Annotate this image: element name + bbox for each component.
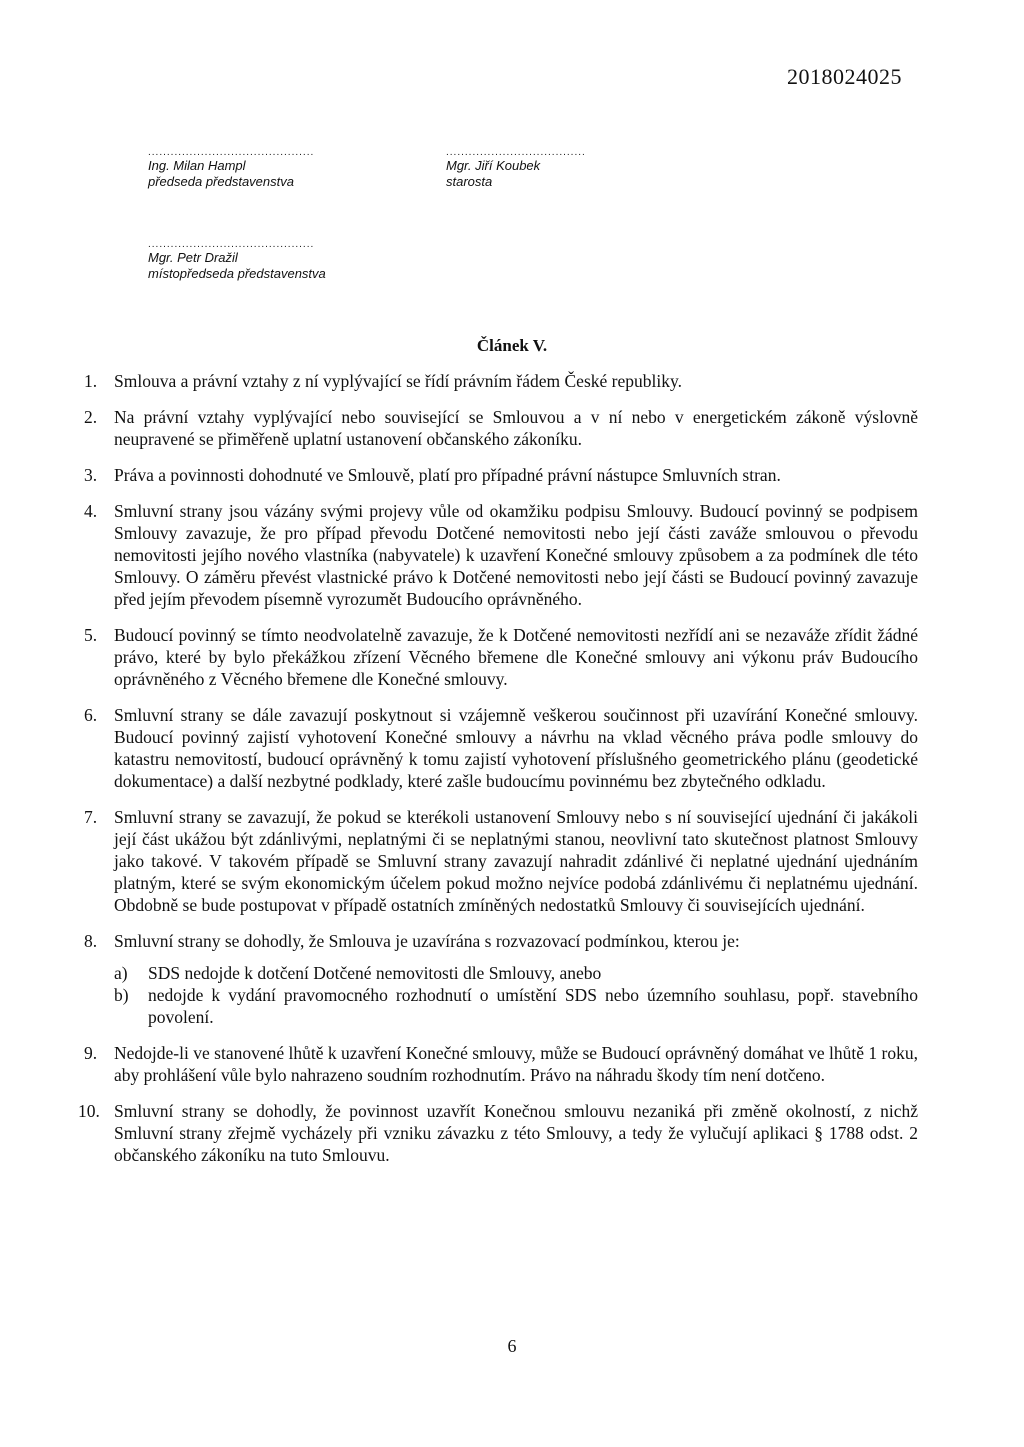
clause-2 xyxy=(86,406,918,450)
clause-text: Smluvní strany se dále zavazují poskytnout si vzájemně veškerou součinnost při uzavírání Konečné smlouvy. Budoucí povinný zajistí vyhotovení Konečné smlouvy a návrhu na vklad věcného práva podle smlouvy do katastru nemovitostí, budoucí oprávněný k tomu zajistí vyhotovení příslušného geometrického plánu (geodetické dokumentace) a další nezbytné podklady, které zašle budoucímu povinnému bez zbytečného odkladu. xyxy=(114,705,918,791)
subitem-text: SDS nedojde k dotčení Dotčené nemovitosti dle Smlouvy, anebo xyxy=(148,963,602,983)
document-number: 2018024025 xyxy=(787,64,902,89)
signatory-name: Ing. Milan Hampl xyxy=(148,158,246,173)
clause-9 xyxy=(86,1042,918,1086)
clause-4 xyxy=(86,500,918,610)
clause-10 xyxy=(78,1100,918,1166)
clause-text: Smlouva a právní vztahy z ní vyplývající se řídí právním řádem České republiky. xyxy=(114,371,682,391)
clause-7 xyxy=(86,806,918,916)
signature-line: ............................................ xyxy=(148,147,315,158)
subitem-a xyxy=(114,962,918,984)
clause-text: Smluvní strany jsou vázány svými projevy vůle od okamžiku podpisu Smlouvy. Budoucí povinný se podpisem Smlouvy zavazuje, že pro případ převodu Dotčené nemovitosti nebo její části zaváže smlouvou o převodu nemovitosti jejího nového vlastníka (nabyvatele) k uzavření Konečné smlouvy způsobem a za podmínek dle této Smlouvy. O záměru převést vlastnické právo k Dotčené nemovitosti nebo její části se Budoucí povinný zavazuje před jejím převodem písemně vyrozumět Budoucího oprávněného. xyxy=(114,501,918,609)
clause-number: 1. xyxy=(84,371,98,391)
clause-text: Na právní vztahy vyplývající nebo související se Smlouvou a v ní nebo v energetickém zákoně výslovně neupravené se přiměřeně uplatní ustanovení občanského zákoníku. xyxy=(114,407,918,449)
clause-number: 4. xyxy=(84,501,98,521)
article-heading: Článek V. xyxy=(476,336,548,355)
clause-3 xyxy=(86,464,918,486)
clause-number: 5. xyxy=(84,625,98,645)
clause-number: 2. xyxy=(84,407,98,427)
clause-text: Smluvní strany se zavazují, že pokud se kterékoli ustanovení Smlouvy nebo s ní související ujednání či jakákoli její část ukážou být zdánlivými, neplatnými či se neplatnými stanou, neovlivní tato skutečnost platnost Smlouvy jako takové. V takovém případě se Smluvní strany zavazují nahradit zdánlivé či neplatné ujednání ujednáním platným, které se svým ekonomickým účelem pokud možno nejvíce podobá zdánlivému či neplatnému ujednání. Obdobně se bude postupovat v případě ostatních zmíněných nedostatků Smlouvy či souvisejících ujednání. xyxy=(114,807,918,915)
clause-6 xyxy=(86,704,918,792)
signatory-role: místopředseda představenstva xyxy=(148,266,326,281)
clause-text: Nedojde-li ve stanovené lhůtě k uzavření Konečné smlouvy, může se Budoucí oprávněný domáhat ve lhůtě 1 roku, aby prohlášení vůle bylo nahrazeno soudním rozhodnutím. Právo na náhradu škody tím není dotčeno. xyxy=(114,1043,918,1085)
subitem-letter: a) xyxy=(114,963,128,983)
clause-5 xyxy=(86,624,918,690)
subitem-text: nedojde k vydání pravomocného rozhodnutí o umístění SDS nebo územního souhlasu, popř. stavebního povolení. xyxy=(148,985,918,1027)
clause-8-subitems xyxy=(114,962,918,1028)
clause-8 xyxy=(86,930,918,1028)
clause-number: 9. xyxy=(84,1043,98,1063)
clause-number: 3. xyxy=(84,465,98,485)
page-number: 6 xyxy=(507,1336,517,1356)
signatory-role: předseda představenstva xyxy=(148,174,294,189)
subitem-b xyxy=(114,984,918,1028)
clause-1 xyxy=(86,370,918,392)
signature-block-koubek xyxy=(446,148,586,190)
clause-number: 6. xyxy=(84,705,98,725)
subitem-letter: b) xyxy=(114,985,129,1005)
signature-block-drazil xyxy=(148,240,326,282)
signatory-role: starosta xyxy=(446,174,493,189)
clause-text: Smluvní strany se dohodly, že povinnost uzavřít Konečnou smlouvu nezaniká při změně okolností, z nichž Smluvní strany zřejmě vycházely při vzniku závazku z této Smlouvy, a tedy že vylučují aplikaci § 1788 odst. 2 občanského zákoníku na tuto Smlouvu. xyxy=(114,1101,918,1165)
signatory-name: Mgr. Petr Dražil xyxy=(148,250,238,265)
signature-line: ..................................... xyxy=(446,147,586,158)
clause-text: Smluvní strany se dohodly, že Smlouva je uzavírána s rozvazovací podmínkou, kterou je: xyxy=(114,931,740,951)
clause-number: 10. xyxy=(78,1101,100,1121)
clause-text: Budoucí povinný se tímto neodvolatelně zavazuje, že k Dotčené nemovitosti nezřídí ani se nezaváže zřídit žádné právo, které by bylo překážkou zřízení Věcného břemene dle Konečné smlouvy ani výkonu práv Budoucího oprávněného z Věcného břemene dle Konečné smlouvy. xyxy=(114,625,918,689)
clause-text: Práva a povinnosti dohodnuté ve Smlouvě, platí pro případné právní nástupce Smluvních stran. xyxy=(114,465,781,485)
signature-line: ............................................ xyxy=(148,239,315,250)
clause-number: 8. xyxy=(84,931,98,951)
clause-list xyxy=(78,370,918,1180)
clause-number: 7. xyxy=(84,807,98,827)
signature-block-hampl xyxy=(148,148,314,190)
signatory-name: Mgr. Jiří Koubek xyxy=(446,158,541,173)
